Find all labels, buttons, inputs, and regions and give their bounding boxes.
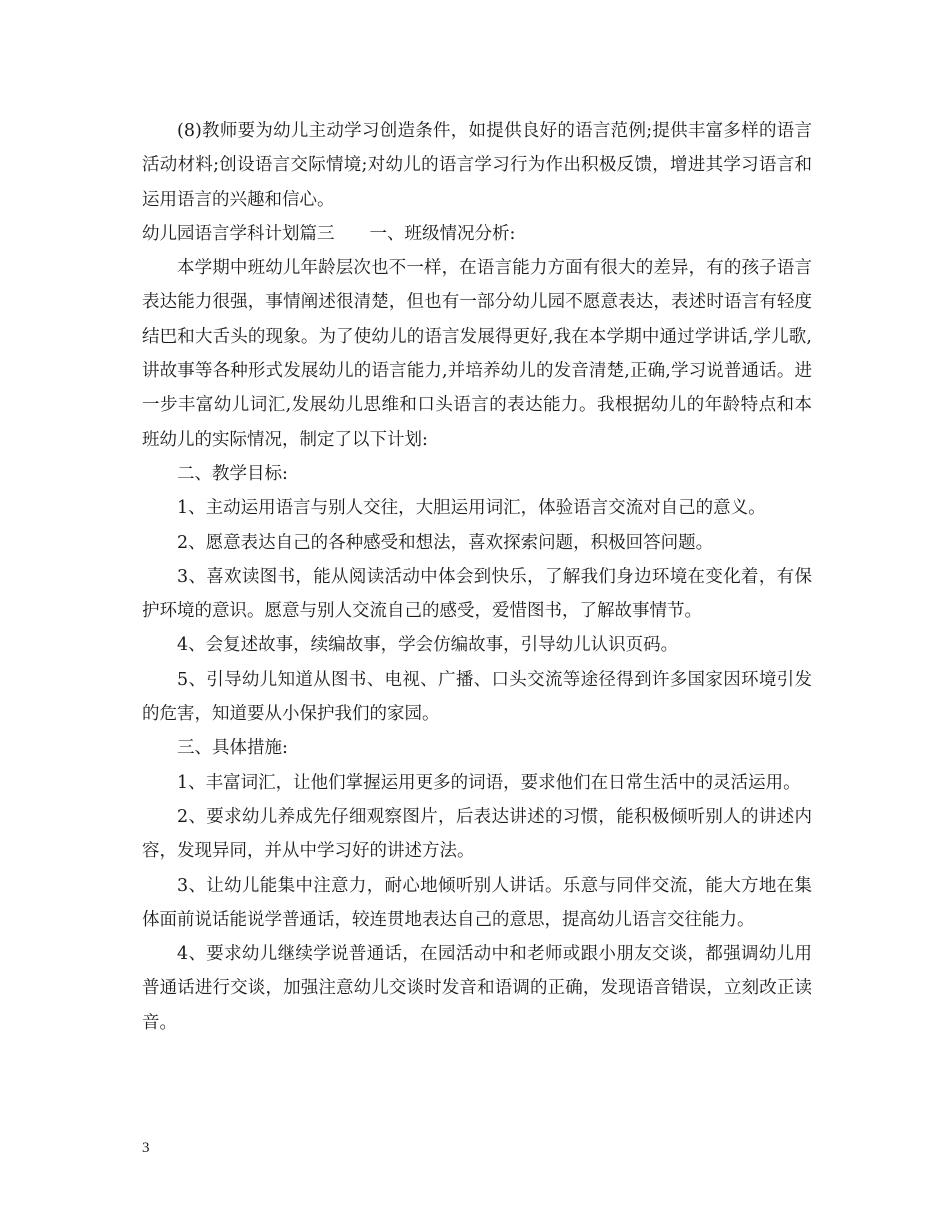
measure-item-4: 4、要求幼儿继续学说普通话，在园活动中和老师或跟小朋友交谈，都强调幼儿用普通话进行交谈，加强注意幼儿交谈时发音和语调的正确，发现语音错误，立刻改正读音。 [142, 944, 812, 1033]
paragraph-teacher-conditions: (8)教师要为幼儿主动学习创造条件，如提供良好的语言范例;提供丰富多样的语言活动材料;创设语言交际情境;对幼儿的语言学习行为作出积极反馈，增进其学习语言和运用语言的兴趣和信心。 [142, 121, 812, 210]
measure-item-1: 1、丰富词汇，让他们掌握运用更多的词语，要求他们在日常生活中的灵活运用。 [177, 772, 801, 793]
goal-item-3: 3、喜欢读图书，能从阅读活动中体会到快乐，了解我们身边环境在变化着，有保护环境的意识。愿意与别人交流自己的感受，爱惜图书，了解故事情节。 [142, 566, 812, 622]
goal-item-5: 5、引导幼儿知道从图书、电视、广播、口头交流等途径得到许多国家因环境引发的危害，知道要从小保护我们的家园。 [142, 669, 812, 725]
goal-item-4: 4、会复述故事，续编故事，学会仿编故事，引导幼儿认识页码。 [177, 635, 679, 656]
measure-item-2: 2、要求幼儿养成先仔细观察图片，后表达讲述的习惯，能积极倾听别人的讲述内容，发现异同，并从中学习好的讲述方法。 [142, 806, 812, 862]
document-body [142, 114, 812, 1040]
section-heading-plan-three: 幼儿园语言学科计划篇三 一、班级情况分析: [142, 223, 516, 244]
heading-specific-measures: 三、具体措施: [177, 738, 288, 759]
paragraph-class-analysis: 本学期中班幼儿年龄层次也不一样，在语言能力方面有很大的差异，有的孩子语言表达能力很强，事情阐述很清楚，但也有一部分幼儿园不愿意表达，表述时语言有轻度结巴和大舌头的现象。为了使幼儿的语言发展得更好,我在本学期中通过学讲话,学儿歌,讲故事等各种形式发展幼儿的语言能力,并培养幼儿的发音清楚,正确,学习说普通话。进一步丰富幼儿词汇,发展幼儿思维和口头语言的表达能力。我根据幼儿的年龄特点和本班幼儿的实际情况，制定了以下计划: [142, 258, 812, 450]
heading-teaching-goals: 二、教学目标: [177, 463, 288, 484]
measure-item-3: 3、让幼儿能集中注意力，耐心地倾听别人讲话。乐意与同伴交流，能大方地在集体面前说话能说学普通话，较连贯地表达自己的意思，提高幼儿语言交往能力。 [142, 875, 812, 930]
goal-item-2: 2、愿意表达自己的各种感受和想法，喜欢探索问题，积极回答问题。 [177, 532, 714, 553]
page-number: 3 [142, 1140, 150, 1156]
goal-item-1: 1、主动运用语言与别人交往，大胆运用词汇，体验语言交流对自己的意义。 [177, 498, 766, 519]
